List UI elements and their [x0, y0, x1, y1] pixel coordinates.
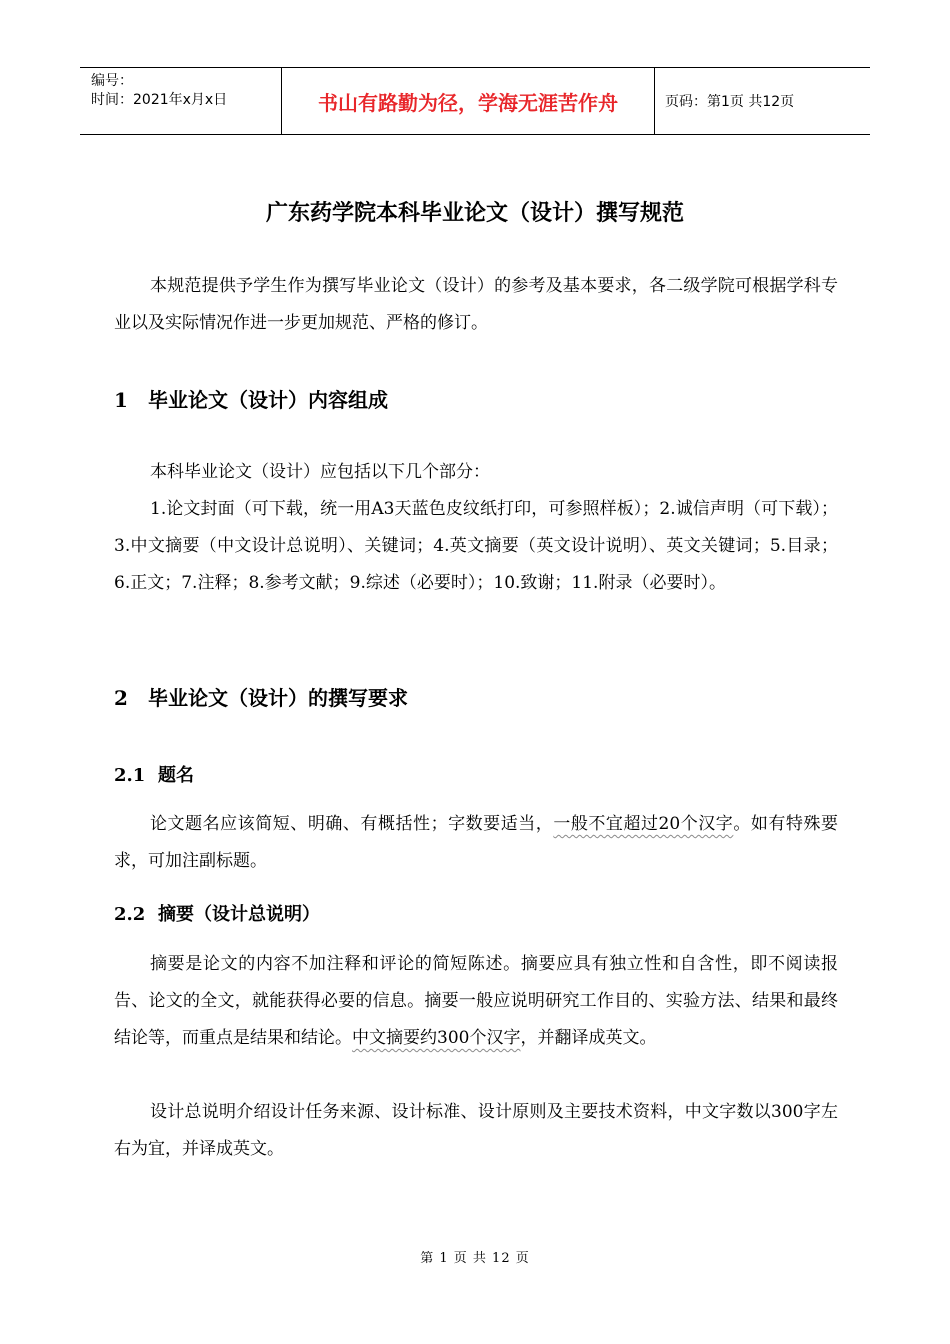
- header-time-label: 时间：2021年x月x日: [91, 92, 228, 108]
- section-2-2-heading: [114, 900, 320, 926]
- intro-paragraph: 本规范提供予学生作为撰写毕业论文（设计）的参考及基本要求，各二级学院可根据学科专业以及实际情况作进一步更加规范、严格的修订。: [114, 276, 838, 333]
- section-2-2-text-before: 摘要是论文的内容不加注释和评论的简短陈述。摘要应具有独立性和自含性，即不阅读报告、论文的全文，就能获得必要的信息。摘要一般应说明研究工作目的、实验方法、结果和最终结论等，而重点是结果和结论。: [114, 954, 838, 1048]
- header-motto: 书山有路勤为径，学海无涯苦作舟: [281, 68, 655, 134]
- section-2-number: 2: [114, 686, 128, 710]
- section-2-title: 毕业论文（设计）的撰写要求: [148, 686, 408, 710]
- section-2-1-marked-text: 一般不宜超过20个汉字: [553, 814, 734, 834]
- page-header: [80, 67, 870, 135]
- section-2-1-text-before: 论文题名应该简短、明确、有概括性；字数要适当，: [150, 814, 554, 834]
- section-1-paragraph-1: 本科毕业论文（设计）应包括以下几个部分：: [150, 462, 490, 482]
- section-2-1-number: 2.1: [114, 765, 146, 786]
- header-page-label: 页码：第1页 共12页: [665, 94, 795, 110]
- section-2-1-text-after: 。如有特殊要求，可加注副标题。: [114, 814, 839, 871]
- section-2-2-number: 2.2: [114, 904, 146, 925]
- section-2-2-paragraph-2: 设计总说明介绍设计任务来源、设计标准、设计原则及主要技术资料，中文字数以300字左右为宜，并译成英文。: [114, 1102, 838, 1159]
- section-2-1-paragraph: [114, 806, 838, 880]
- header-number-label: 编号：: [91, 73, 133, 89]
- section-2-2-marked-text: 中文摘要约300个汉字: [352, 1028, 521, 1048]
- section-2-1-title: 题名: [158, 765, 194, 786]
- section-1-heading: [114, 384, 388, 413]
- page-footer: 第 1 页 共 12 页: [420, 1251, 530, 1266]
- section-2-2-paragraph-1: [114, 946, 838, 1057]
- section-1-paragraph-2: 1.论文封面（可下载，统一用A3天蓝色皮纹纸打印，可参照样板）；2.诚信声明（可下载）；3.中文摘要（中文设计总说明）、关键词；4.英文摘要（英文设计说明）、英文关键词；5.目录；6.正文；7.注释；8.参考文献；9.综述（必要时）；10.致谢；11.附录（必要时）。: [114, 499, 838, 593]
- section-2-2-text-after: ，并翻译成英文。: [520, 1028, 657, 1048]
- document-title: 广东药学院本科毕业论文（设计）撰写规范: [265, 201, 684, 226]
- section-2-1-heading: [114, 761, 194, 787]
- section-1-title: 毕业论文（设计）内容组成: [148, 388, 388, 412]
- section-1-number: 1: [114, 388, 128, 412]
- header-meta: [80, 68, 281, 134]
- section-2-heading: [114, 682, 408, 711]
- section-2-2-title: 摘要（设计总说明）: [158, 904, 320, 925]
